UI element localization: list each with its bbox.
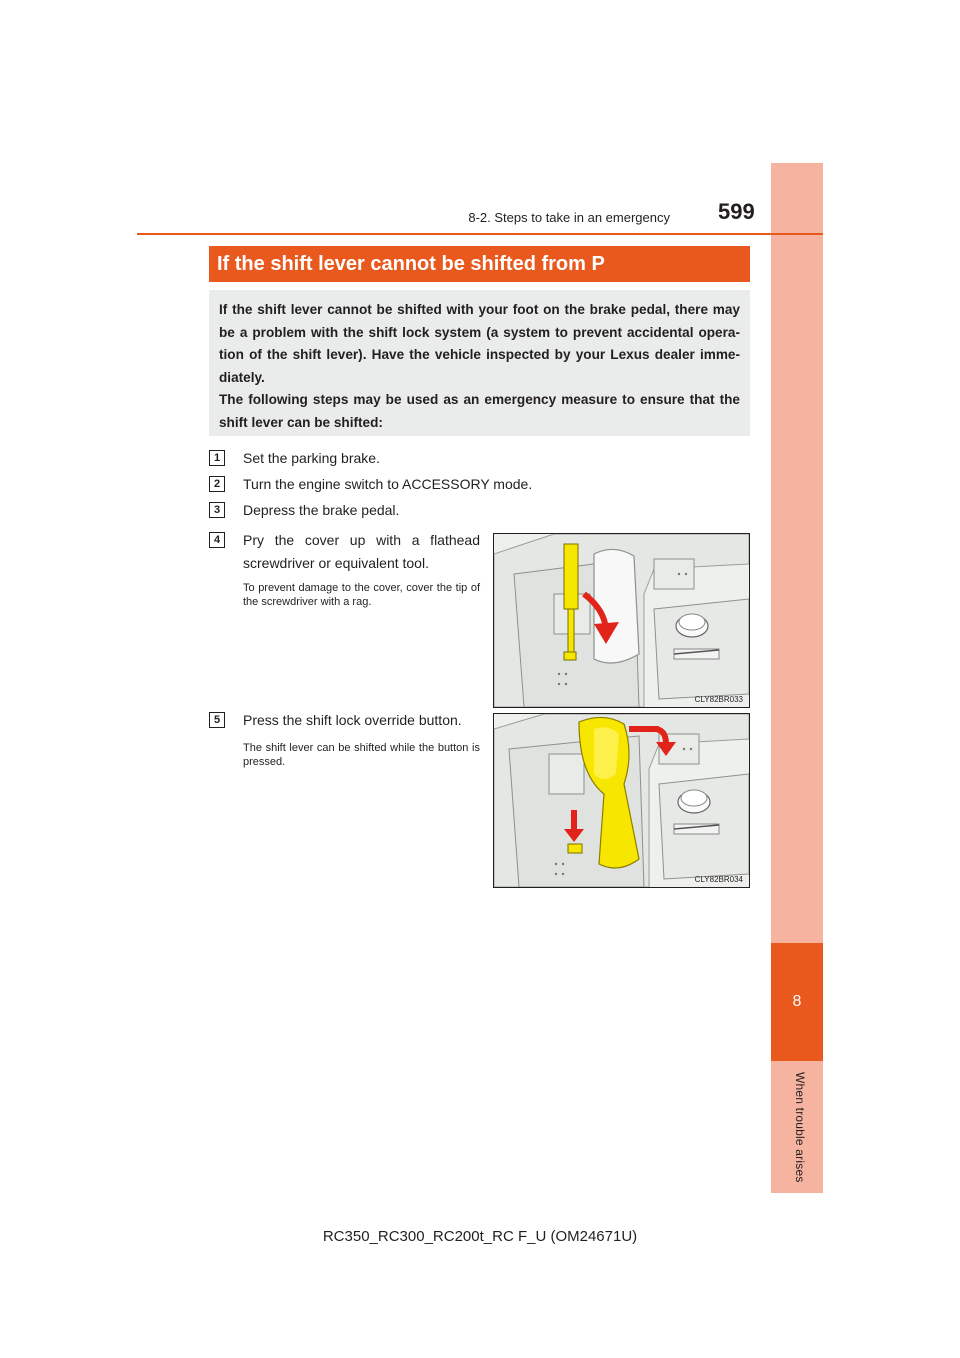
intro-paragraph-2: The following steps may be used as an emergency measure to ensure that the shift lever can be shifted: — [219, 392, 740, 430]
step-text-2: Turn the engine switch to ACCESSORY mode. — [243, 476, 533, 492]
step-text-1: Set the parking brake. — [243, 450, 380, 466]
figure-code-2: CLY82BR034 — [694, 875, 743, 884]
header-rule — [137, 233, 823, 235]
step-text-4: Pry the cover up with a flathead screwdriver or equivalent tool. — [243, 532, 480, 571]
figure-override-button — [493, 713, 750, 888]
step-number-5: 5 — [209, 712, 225, 728]
intro-box — [209, 290, 750, 436]
step-note-5: The shift lever can be shifted while the button is pressed. — [243, 742, 480, 768]
running-header: 8-2. Steps to take in an emergency — [468, 210, 670, 225]
footer-model-code: RC350_RC300_RC200t_RC F_U (OM24671U) — [322, 1228, 638, 1245]
console-illustration-1 — [494, 534, 749, 707]
step-note-4: To prevent damage to the cover, cover the tip of the screwdriver with a rag. — [243, 582, 480, 608]
chapter-number: 8 — [792, 993, 802, 1010]
step-text-5: Press the shift lock override button. — [243, 712, 462, 728]
step-number-4: 4 — [209, 532, 225, 548]
step-number-2: 2 — [209, 476, 225, 492]
page-number: 599 — [718, 199, 755, 224]
step-number-1: 1 — [209, 450, 225, 466]
console-illustration-2 — [494, 714, 749, 887]
step-text-3: Depress the brake pedal. — [243, 502, 400, 518]
figure-code-1: CLY82BR033 — [694, 695, 743, 704]
chapter-number-box — [771, 943, 823, 1061]
chapter-title: When trouble arises — [793, 1072, 807, 1183]
step-number-3: 3 — [209, 502, 225, 518]
section-title: If the shift lever cannot be shifted from P — [209, 246, 750, 282]
figure-pry-cover — [493, 533, 750, 708]
intro-paragraph-1: If the shift lever cannot be shifted with your foot on the brake pedal, there may be a problem with the shift lock system (a system to prevent accidental opera- tion of the shift lever). Have the vehicle inspected by your Lexus dealer imme- diately. — [219, 302, 740, 385]
